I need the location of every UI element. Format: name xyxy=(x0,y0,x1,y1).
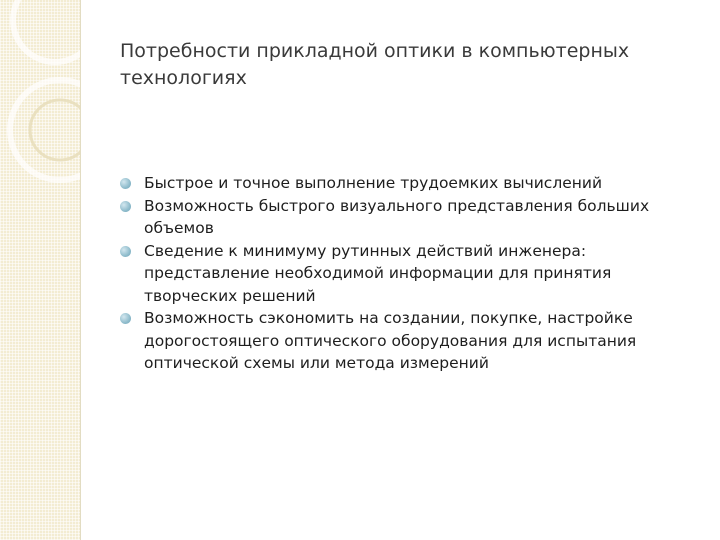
bullet-item xyxy=(120,195,680,240)
bullet-dot-icon xyxy=(120,246,131,257)
slide-title: Потребности прикладной оптики в компьютерных технологиях xyxy=(120,40,630,89)
bullet-text: Быстрое и точное выполнение трудоемких вычислений xyxy=(144,174,603,192)
bullet-item xyxy=(120,240,680,308)
bullet-text: Возможность быстрого визуального представления больших объемов xyxy=(144,196,650,237)
bullet-item xyxy=(120,172,680,195)
bullet-text: Сведение к минимуму рутинных действий инженера: представление необходимой информации для принятия творческих решений xyxy=(144,241,612,305)
decorative-side-band xyxy=(0,0,80,540)
bullet-list xyxy=(120,172,680,375)
bullet-text: Возможность сэкономить на создании, покупке, настройке дорогостоящего оптического оборудования для испытания оптической схемы или метода измерений xyxy=(144,309,637,372)
bullet-dot-icon xyxy=(120,201,131,212)
bullet-dot-icon xyxy=(120,313,131,324)
side-band-divider xyxy=(80,0,81,540)
bullet-dot-icon xyxy=(120,178,131,189)
bullet-item xyxy=(120,307,680,375)
